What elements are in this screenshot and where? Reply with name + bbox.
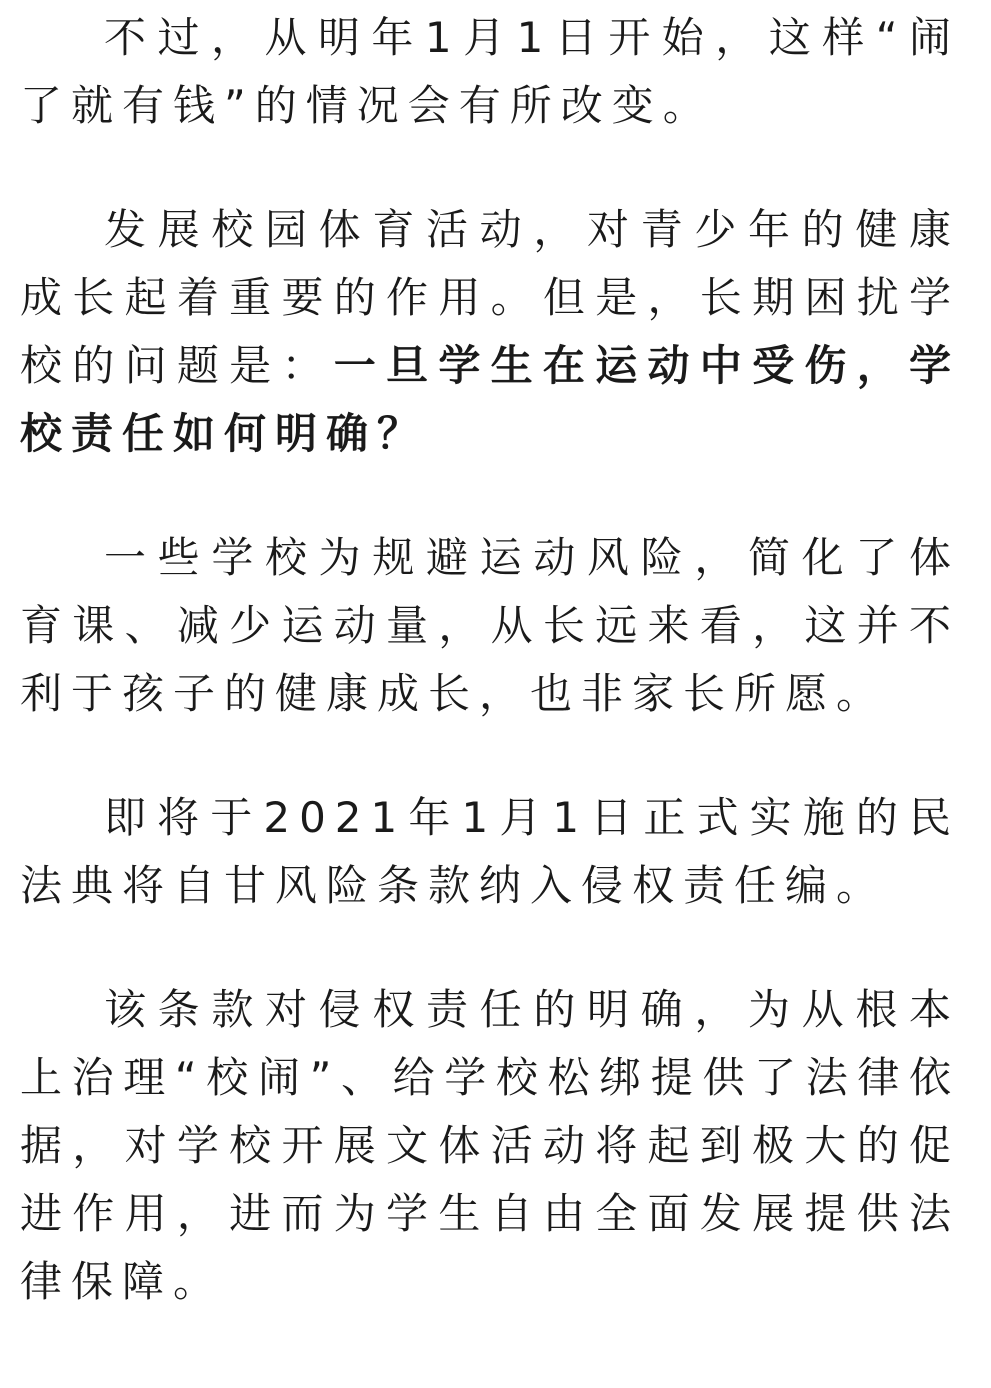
paragraph-5-text: 该条款对侵权责任的明确，为从根本上治理“校闹”、给学校松绑提供了法律依据，对学校开展文体活动将起到极大的促进作用，进而为学生自由全面发展提供法律保障。	[20, 985, 960, 1306]
paragraph-3-text: 一些学校为规避运动风险，简化了体育课、减少运动量，从长远来看，这并不利于孩子的健康成长，也非家长所愿。	[20, 533, 960, 718]
paragraph-4-text: 即将于2021年1月1日正式实施的民法典将自甘风险条款纳入侵权责任编。	[20, 793, 960, 910]
paragraph-2-text: 发展校园体育活动，对青少年的健康成长起着重要的作用。但是，长期困扰学校的问题是：	[20, 205, 960, 390]
paragraph-2	[20, 196, 960, 468]
article-body	[20, 4, 960, 1316]
paragraph-4	[20, 784, 960, 920]
paragraph-3	[20, 524, 960, 728]
paragraph-1-text: 不过，从明年1月1日开始，这样“闹了就有钱”的情况会有所改变。	[20, 13, 960, 130]
paragraph-1	[20, 4, 960, 140]
paragraph-5	[20, 976, 960, 1316]
paragraph-2-bold-question: 一旦学生在运动中受伤，学校责任如何明确？	[20, 341, 960, 458]
